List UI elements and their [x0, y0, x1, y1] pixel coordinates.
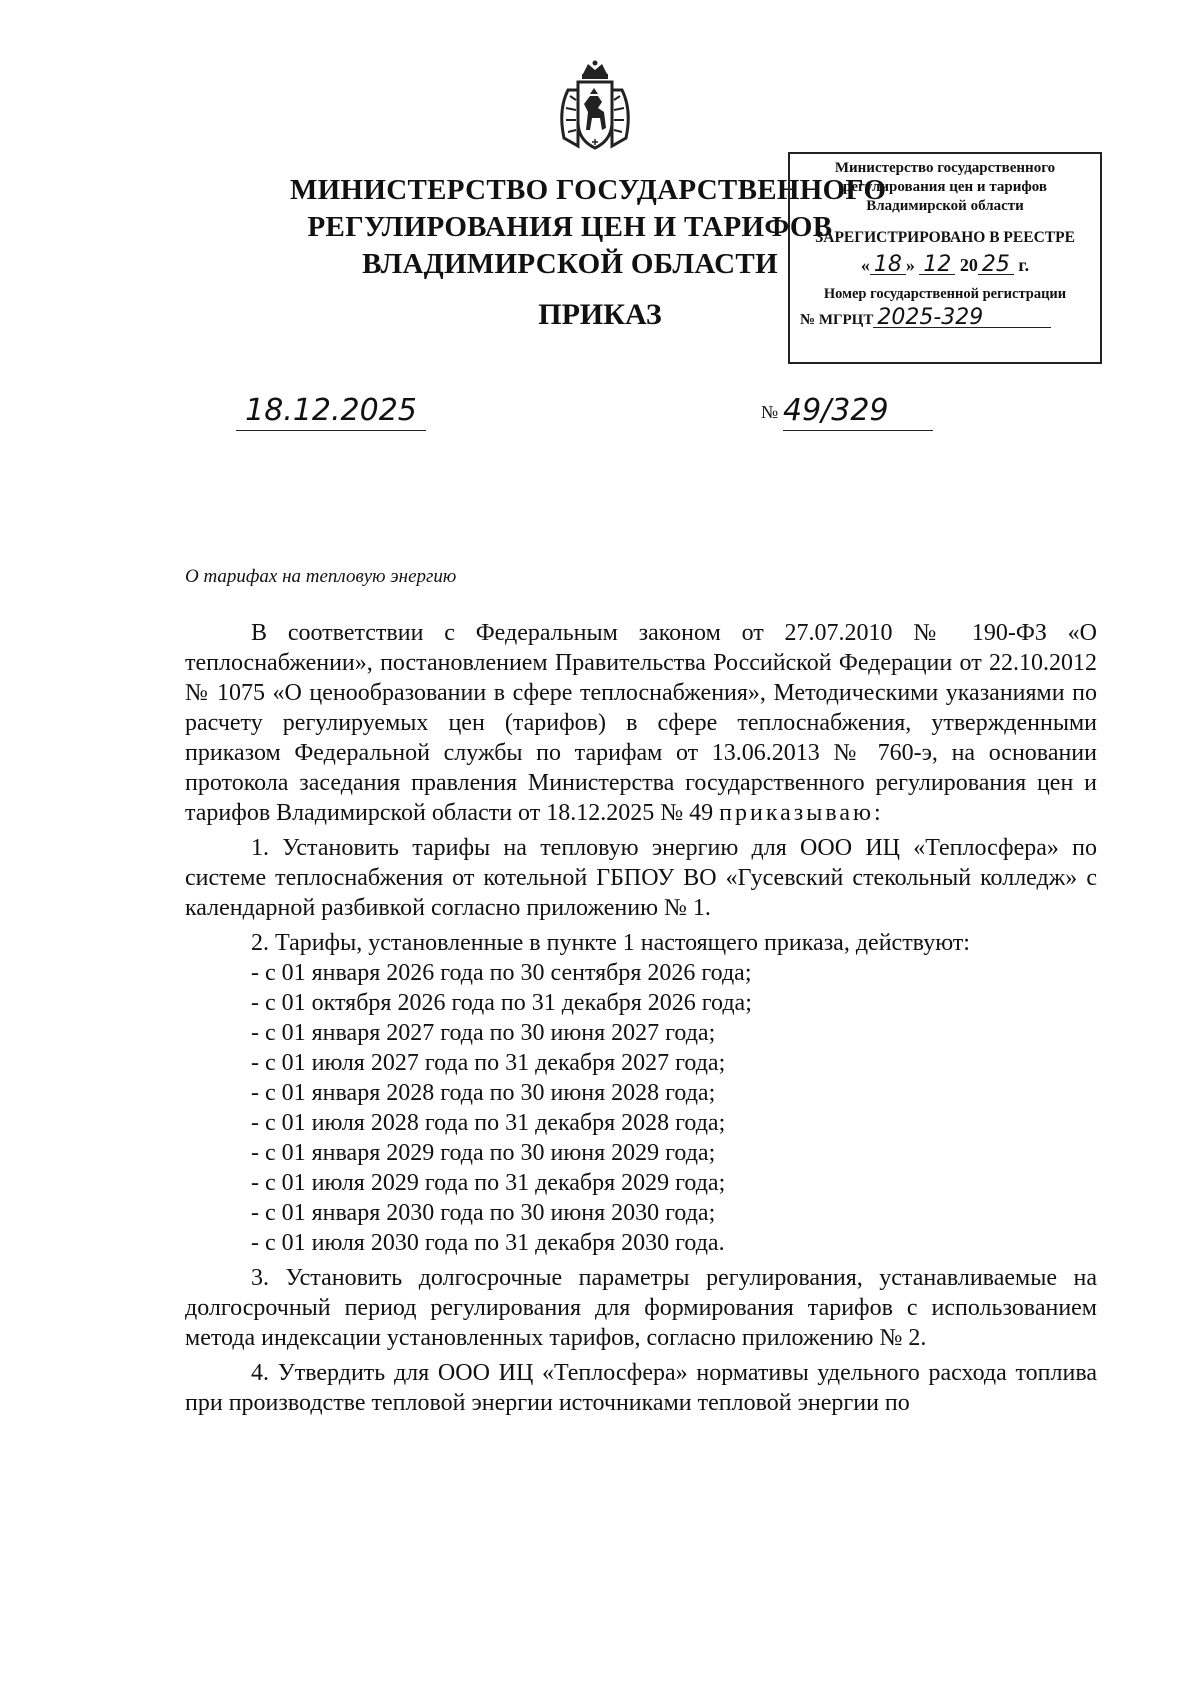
order-subject: О тарифах на тепловую энергию — [185, 566, 457, 587]
stamp-reg-number-label: Номер государственной регистрации — [823, 286, 1067, 302]
ministry-header — [290, 172, 887, 283]
period-item: - с 01 июля 2030 года по 31 декабря 2030 года. — [251, 1230, 725, 1256]
coat-of-arms-emblem — [548, 60, 642, 152]
stamp-mgrpt-number-handwritten: 2025-329 — [873, 308, 1051, 328]
stamp-date — [790, 252, 1100, 277]
tariff-periods-list — [185, 958, 1097, 1258]
period-item: - с 01 июля 2028 года по 31 декабря 2028 года; — [251, 1110, 726, 1136]
stamp-mgrpt-label: № МГРЦТ — [800, 312, 874, 328]
item-4-paragraph: 4. Утвердить для ООО ИЦ «Теплосфера» нормативы удельного расхода топлива при производстве тепловой энергии источниками тепловой энергии по — [185, 1360, 1097, 1416]
stamp-organization — [790, 159, 1100, 216]
stamp-quote-open: « — [860, 255, 870, 275]
preamble-command: приказываю: — [719, 800, 884, 826]
stamp-org-line-2: регулирования цен и тарифов — [843, 179, 1047, 195]
stamp-month-handwritten: 12 — [919, 255, 955, 275]
preamble-paragraph — [185, 618, 1097, 828]
order-number-sign: № — [761, 402, 779, 422]
stamp-year-handwritten: 25 — [978, 255, 1014, 275]
item-2-paragraph: 2. Тарифы, установленные в пункте 1 настоящего приказа, действуют: — [251, 930, 970, 956]
item-3-paragraph: 3. Установить долгосрочные параметры регулирования, устанавливаемые на долгосрочный период регулирования для формирования тарифов с использованием метода индексации установленных тарифов, согласно приложению № 2. — [185, 1265, 1097, 1351]
order-number-handwritten: 49/329 — [783, 392, 933, 431]
registration-stamp — [788, 152, 1102, 364]
stamp-day-handwritten: 18 — [870, 255, 906, 275]
preamble-text: В соответствии с Федеральным законом от 27.07.2010 № 190-ФЗ «О теплоснабжении», постановлением Правительства Российской Федерации от 22.10.2012 № 1075 «О ценообразовании в сфере теплоснабжения», Методическими указаниями по расчету регулируемых цен (тарифов) в сфере теплоснабжения, утвержденными приказом Федеральной службы по тарифам от 13.06.2013 № 760-э, на основании протокола заседания правления Министерства государственного регулирования цен и тарифов Владимирской области от 18.12.2025 № 49 — [185, 620, 1097, 826]
period-item: - с 01 июля 2027 года по 31 декабря 2027 года; — [251, 1050, 726, 1076]
ministry-line-2: РЕГУЛИРОВАНИЯ ЦЕН И ТАРИФОВ — [307, 211, 833, 243]
stamp-registered-label: ЗАРЕГИСТРИРОВАНО В РЕЕСТРЕ — [815, 229, 1075, 246]
ministry-line-1: МИНИСТЕРСТВО ГОСУДАРСТВЕННОГО — [290, 174, 887, 206]
stamp-mgrpt-row — [790, 305, 1100, 330]
period-item: - с 01 января 2028 года по 30 июня 2028 года; — [251, 1080, 716, 1106]
stamp-year-unit: г. — [1018, 255, 1030, 275]
document-type-title: ПРИКАЗ — [538, 298, 662, 331]
period-item: - с 01 октября 2026 года по 31 декабря 2026 года; — [251, 990, 752, 1016]
ministry-line-3: ВЛАДИМИРСКОЙ ОБЛАСТИ — [362, 248, 778, 280]
stamp-org-line-1: Министерство государственного — [834, 160, 1056, 176]
period-item: - с 01 января 2026 года по 30 сентября 2026 года; — [251, 960, 752, 986]
stamp-org-line-3: Владимирской области — [866, 198, 1024, 214]
stamp-year-prefix: 20 — [959, 255, 978, 275]
period-item: - с 01 января 2027 года по 30 июня 2027 года; — [251, 1020, 716, 1046]
stamp-quote-close: » — [905, 255, 915, 275]
order-body — [185, 618, 1097, 1418]
period-item: - с 01 января 2030 года по 30 июня 2030 года; — [251, 1200, 716, 1226]
item-1-paragraph: 1. Установить тарифы на тепловую энергию для ООО ИЦ «Теплосфера» по системе теплоснабжения от котельной ГБПОУ ВО «Гусевский стекольный колледж» с календарной разбивкой согласно приложению № 1. — [185, 835, 1097, 921]
order-date-handwritten: 18.12.2025 — [236, 392, 426, 431]
period-item: - с 01 января 2029 года по 30 июня 2029 года; — [251, 1140, 716, 1166]
period-item: - с 01 июля 2029 года по 31 декабря 2029 года; — [251, 1170, 726, 1196]
